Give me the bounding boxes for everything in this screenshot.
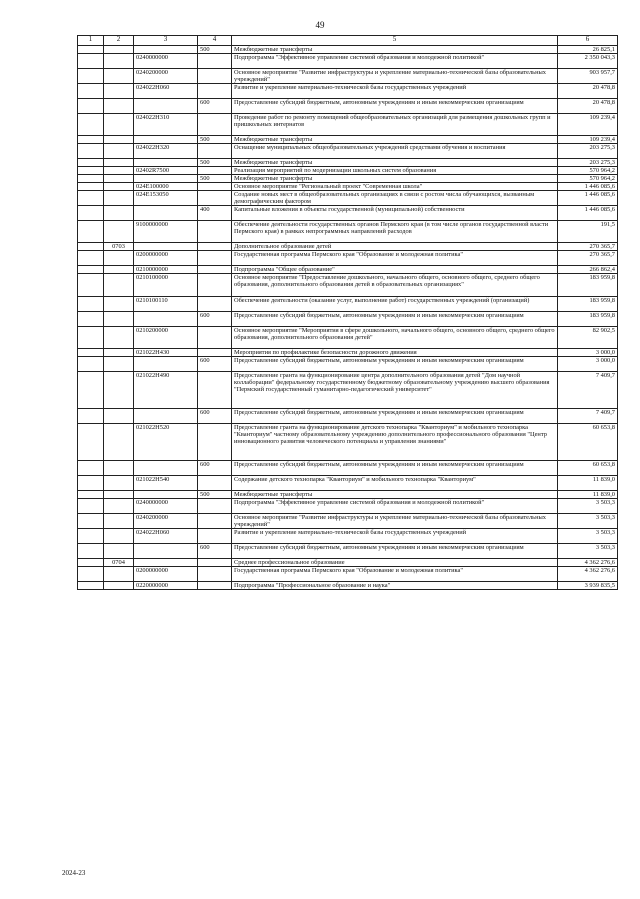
amount-cell: 3 503,3: [558, 499, 618, 514]
expense-type-cell: [198, 274, 232, 297]
table-row: [78, 144, 618, 159]
header-col-3: 3: [134, 36, 198, 46]
subsection-cell: [104, 357, 134, 372]
target-article-cell: [134, 544, 198, 559]
section-cell: [78, 582, 104, 590]
section-cell: [78, 327, 104, 349]
subsection-cell: [104, 175, 134, 183]
target-article-cell: 024022Н320: [134, 144, 198, 159]
expense-type-cell: 500: [198, 491, 232, 499]
table-row: [78, 514, 618, 529]
section-cell: [78, 514, 104, 529]
table-row: [78, 567, 618, 582]
amount-cell: 203 275,3: [558, 159, 618, 167]
expense-type-cell: 600: [198, 357, 232, 372]
expense-type-cell: [198, 183, 232, 191]
expense-type-cell: [198, 69, 232, 84]
target-article-cell: 021022Н540: [134, 476, 198, 491]
expense-type-cell: [198, 266, 232, 274]
target-article-cell: 024022Н310: [134, 114, 198, 136]
description-cell: Предоставление субсидий бюджетным, автономным учреждениям и иным некоммерческим организациям: [232, 99, 558, 114]
subsection-cell: [104, 476, 134, 491]
target-article-cell: [134, 46, 198, 54]
description-cell: Предоставление субсидий бюджетным, автономным учреждениям и иным некоммерческим организациям: [232, 312, 558, 327]
table-row: [78, 327, 618, 349]
table-row: [78, 221, 618, 243]
target-article-cell: [134, 159, 198, 167]
expense-type-cell: 500: [198, 136, 232, 144]
target-article-cell: [134, 99, 198, 114]
table-row: [78, 266, 618, 274]
target-article-cell: [134, 175, 198, 183]
expense-type-cell: [198, 243, 232, 251]
amount-cell: 3 939 835,5: [558, 582, 618, 590]
target-article-cell: 0210100000: [134, 274, 198, 297]
subsection-cell: [104, 54, 134, 69]
expense-type-cell: 500: [198, 46, 232, 54]
amount-cell: 3 000,0: [558, 357, 618, 372]
expense-type-cell: [198, 327, 232, 349]
target-article-cell: [134, 491, 198, 499]
amount-cell: 11 839,0: [558, 491, 618, 499]
description-cell: Содержание детского технопарка "Кванториум" и мобильного технопарка "Кванториум": [232, 476, 558, 491]
table-row: [78, 191, 618, 206]
description-cell: Межбюджетные трансферты: [232, 46, 558, 54]
expense-type-cell: 600: [198, 99, 232, 114]
table-row: [78, 69, 618, 84]
subsection-cell: [104, 424, 134, 461]
amount-cell: 270 365,7: [558, 243, 618, 251]
expense-type-cell: 600: [198, 312, 232, 327]
amount-cell: 3 000,0: [558, 349, 618, 357]
target-article-cell: [134, 357, 198, 372]
expense-type-cell: [198, 567, 232, 582]
amount-cell: 266 862,4: [558, 266, 618, 274]
amount-cell: 1 446 085,6: [558, 191, 618, 206]
header-col-4: 4: [198, 36, 232, 46]
description-cell: Подпрограмма "Общее образование": [232, 266, 558, 274]
table-row: [78, 349, 618, 357]
amount-cell: 570 964,2: [558, 175, 618, 183]
expense-type-cell: [198, 114, 232, 136]
description-cell: Подпрограмма "Эффективное управление системой образования и молодежной политикой": [232, 499, 558, 514]
target-article-cell: 024022Н060: [134, 84, 198, 99]
subsection-cell: [104, 499, 134, 514]
expense-type-cell: [198, 372, 232, 409]
target-article-cell: [134, 312, 198, 327]
amount-cell: 26 825,1: [558, 46, 618, 54]
section-cell: [78, 357, 104, 372]
amount-cell: 20 478,8: [558, 84, 618, 99]
amount-cell: 4 362 276,6: [558, 559, 618, 567]
amount-cell: 3 503,3: [558, 514, 618, 529]
table-row: [78, 167, 618, 175]
subsection-cell: [104, 114, 134, 136]
amount-cell: 7 409,7: [558, 372, 618, 409]
subsection-cell: [104, 349, 134, 357]
description-cell: Основное мероприятие "Развитие инфраструктуры и укрепление материально-технической базы образовательных учреждений": [232, 514, 558, 529]
target-article-cell: 9100000000: [134, 221, 198, 243]
description-cell: Предоставление субсидий бюджетным, автономным учреждениям и иным некоммерческим организациям: [232, 357, 558, 372]
header-col-5: 5: [232, 36, 558, 46]
table-row: [78, 582, 618, 590]
expense-type-cell: [198, 191, 232, 206]
table-row: [78, 114, 618, 136]
section-cell: [78, 243, 104, 251]
expense-type-cell: [198, 529, 232, 544]
amount-cell: 3 503,3: [558, 529, 618, 544]
subsection-cell: [104, 84, 134, 99]
amount-cell: 20 478,8: [558, 99, 618, 114]
section-cell: [78, 424, 104, 461]
expense-type-cell: 500: [198, 159, 232, 167]
subsection-cell: [104, 221, 134, 243]
section-cell: [78, 251, 104, 266]
subsection-cell: [104, 266, 134, 274]
description-cell: Проведение работ по ремонту помещений общеобразовательных организаций для размещения дошкольных групп и пришкольных интернатов: [232, 114, 558, 136]
target-article-cell: 0200000000: [134, 251, 198, 266]
section-cell: [78, 183, 104, 191]
target-article-cell: 021022Н430: [134, 349, 198, 357]
target-article-cell: 021022Н520: [134, 424, 198, 461]
description-cell: Создание новых мест в общеобразовательных организациях в связи с ростом числа обучающихся, вызванным демографическим фактором: [232, 191, 558, 206]
target-article-cell: 02402R7500: [134, 167, 198, 175]
subsection-cell: [104, 567, 134, 582]
amount-cell: 183 959,8: [558, 274, 618, 297]
amount-cell: 183 959,8: [558, 312, 618, 327]
target-article-cell: 0210000000: [134, 266, 198, 274]
target-article-cell: 0200000000: [134, 567, 198, 582]
table-row: [78, 99, 618, 114]
section-cell: [78, 499, 104, 514]
subsection-cell: [104, 461, 134, 476]
description-cell: Межбюджетные трансферты: [232, 159, 558, 167]
amount-cell: 4 362 276,6: [558, 567, 618, 582]
description-cell: Дополнительное образование детей: [232, 243, 558, 251]
description-cell: Предоставление субсидий бюджетным, автономным учреждениям и иным некоммерческим организациям: [232, 461, 558, 476]
description-cell: Основное мероприятие "Предоставление дошкольного, начального общего, основного общего, среднего общего образования, дополнительного образования детей в образовательных организациях": [232, 274, 558, 297]
description-cell: Межбюджетные трансферты: [232, 175, 558, 183]
subsection-cell: [104, 206, 134, 221]
section-cell: [78, 266, 104, 274]
section-cell: [78, 191, 104, 206]
page-number: 49: [315, 20, 325, 30]
table-row: [78, 544, 618, 559]
description-cell: Основное мероприятие "Развитие инфраструктуры и укрепление материально-технической базы образовательных учреждений": [232, 69, 558, 84]
table-row: [78, 243, 618, 251]
amount-cell: 82 902,5: [558, 327, 618, 349]
description-cell: Межбюджетные трансферты: [232, 136, 558, 144]
description-cell: Развитие и укрепление материально-технической базы государственных учреждений: [232, 529, 558, 544]
target-article-cell: 0240000000: [134, 54, 198, 69]
subsection-cell: [104, 491, 134, 499]
table-row: [78, 372, 618, 409]
target-article-cell: 024022Н060: [134, 529, 198, 544]
section-cell: [78, 136, 104, 144]
section-cell: [78, 461, 104, 476]
subsection-cell: [104, 372, 134, 409]
amount-cell: 7 409,7: [558, 409, 618, 424]
subsection-cell: [104, 136, 134, 144]
table-row: [78, 312, 618, 327]
header-row: [78, 36, 618, 46]
section-cell: [78, 69, 104, 84]
expense-type-cell: [198, 84, 232, 99]
description-cell: Предоставление гранта на функционирование детского технопарка "Кванториум" и мобильного технопарка "Кванториум" частному образовательному учреждению дополнительного профессионального образования "Центр инновационного развития человеческого потенциала и управления знаниями": [232, 424, 558, 461]
section-cell: [78, 46, 104, 54]
expense-type-cell: [198, 251, 232, 266]
section-cell: [78, 529, 104, 544]
target-article-cell: 0240000000: [134, 499, 198, 514]
subsection-cell: [104, 544, 134, 559]
amount-cell: 2 350 043,3: [558, 54, 618, 69]
section-cell: [78, 372, 104, 409]
table-row: [78, 159, 618, 167]
subsection-cell: [104, 183, 134, 191]
target-article-cell: 024Е100000: [134, 183, 198, 191]
expense-type-cell: [198, 559, 232, 567]
table-row: [78, 357, 618, 372]
subsection-cell: [104, 99, 134, 114]
amount-cell: 3 503,3: [558, 544, 618, 559]
subsection-cell: [104, 191, 134, 206]
subsection-cell: [104, 409, 134, 424]
target-article-cell: [134, 461, 198, 476]
target-article-cell: 021022Н490: [134, 372, 198, 409]
table-body: [78, 46, 618, 590]
target-article-cell: [134, 409, 198, 424]
budget-table: [77, 35, 618, 590]
amount-cell: 109 239,4: [558, 114, 618, 136]
subsection-cell: [104, 159, 134, 167]
table-row: [78, 84, 618, 99]
description-cell: Основное мероприятие "Мероприятия в сфере дошкольного, начального общего, основного общего, среднего общего образования, дополнительного образования детей": [232, 327, 558, 349]
expense-type-cell: 600: [198, 461, 232, 476]
description-cell: Основное мероприятие "Региональный проект "Современная школа": [232, 183, 558, 191]
subsection-cell: [104, 251, 134, 266]
amount-cell: 109 239,4: [558, 136, 618, 144]
target-article-cell: 0240200000: [134, 514, 198, 529]
amount-cell: 203 275,3: [558, 144, 618, 159]
section-cell: [78, 349, 104, 357]
header-col-1: 1: [78, 36, 104, 46]
table-row: [78, 175, 618, 183]
subsection-cell: [104, 69, 134, 84]
table-row: [78, 297, 618, 312]
header-col-2: 2: [104, 36, 134, 46]
table-row: [78, 409, 618, 424]
amount-cell: 1 446 085,6: [558, 183, 618, 191]
table-row: [78, 529, 618, 544]
amount-cell: 60 653,8: [558, 424, 618, 461]
expense-type-cell: [198, 514, 232, 529]
amount-cell: 60 653,8: [558, 461, 618, 476]
description-cell: Предоставление субсидий бюджетным, автономным учреждениям и иным некоммерческим организациям: [232, 409, 558, 424]
target-article-cell: 0240200000: [134, 69, 198, 84]
subsection-cell: 0703: [104, 243, 134, 251]
section-cell: [78, 491, 104, 499]
section-cell: [78, 84, 104, 99]
section-cell: [78, 175, 104, 183]
description-cell: Государственная программа Пермского края "Образование и молодежная политика": [232, 567, 558, 582]
header-col-6: 6: [558, 36, 618, 46]
amount-cell: 191,5: [558, 221, 618, 243]
description-cell: Обеспечение деятельности (оказание услуг, выполнение работ) государственных учреждений (организаций): [232, 297, 558, 312]
section-cell: [78, 221, 104, 243]
table-row: [78, 54, 618, 69]
target-article-cell: [134, 136, 198, 144]
description-cell: Реализация мероприятий по модернизации школьных систем образования: [232, 167, 558, 175]
table-row: [78, 491, 618, 499]
subsection-cell: [104, 46, 134, 54]
target-article-cell: 0210200000: [134, 327, 198, 349]
subsection-cell: [104, 582, 134, 590]
description-cell: Мероприятия по профилактике безопасности дорожного движения: [232, 349, 558, 357]
table-row: [78, 46, 618, 54]
target-article-cell: 0210100110: [134, 297, 198, 312]
expense-type-cell: [198, 424, 232, 461]
subsection-cell: [104, 514, 134, 529]
expense-type-cell: [198, 476, 232, 491]
target-article-cell: 0220000000: [134, 582, 198, 590]
table-row: [78, 183, 618, 191]
table-row: [78, 424, 618, 461]
expense-type-cell: 600: [198, 544, 232, 559]
section-cell: [78, 159, 104, 167]
description-cell: Среднее профессиональное образование: [232, 559, 558, 567]
subsection-cell: [104, 274, 134, 297]
section-cell: [78, 99, 104, 114]
amount-cell: 270 365,7: [558, 251, 618, 266]
description-cell: Оснащение муниципальных общеобразовательных учреждений средствами обучения и воспитания: [232, 144, 558, 159]
table-row: [78, 206, 618, 221]
target-article-cell: 024Е153050: [134, 191, 198, 206]
description-cell: Подпрограмма "Эффективное управление системой образования и молодежной политикой": [232, 54, 558, 69]
table-row: [78, 461, 618, 476]
table-row: [78, 476, 618, 491]
section-cell: [78, 144, 104, 159]
subsection-cell: [104, 529, 134, 544]
subsection-cell: 0704: [104, 559, 134, 567]
section-cell: [78, 274, 104, 297]
description-cell: Предоставление гранта на функционирование центра дополнительного образования детей "Дом научной коллаборации" федеральному государственному бюджетному образовательному учреждению высшего образования "Пермский государственный гуманитарно-педагогический университет": [232, 372, 558, 409]
section-cell: [78, 114, 104, 136]
section-cell: [78, 544, 104, 559]
expense-type-cell: [198, 144, 232, 159]
section-cell: [78, 54, 104, 69]
target-article-cell: [134, 559, 198, 567]
amount-cell: 183 959,8: [558, 297, 618, 312]
amount-cell: 11 839,0: [558, 476, 618, 491]
description-cell: Обеспечение деятельности государственных органов Пермского края (в том числе органов государственной власти Пермского края) в рамках непрограммных направлений расходов: [232, 221, 558, 243]
target-article-cell: [134, 243, 198, 251]
subsection-cell: [104, 144, 134, 159]
expense-type-cell: 600: [198, 409, 232, 424]
section-cell: [78, 297, 104, 312]
description-cell: Государственная программа Пермского края "Образование и молодежная политика": [232, 251, 558, 266]
description-cell: Подпрограмма "Профессиональное образование и наука": [232, 582, 558, 590]
expense-type-cell: [198, 582, 232, 590]
subsection-cell: [104, 297, 134, 312]
amount-cell: 1 446 085,6: [558, 206, 618, 221]
expense-type-cell: [198, 54, 232, 69]
expense-type-cell: 400: [198, 206, 232, 221]
section-cell: [78, 559, 104, 567]
table-row: [78, 499, 618, 514]
section-cell: [78, 167, 104, 175]
expense-type-cell: [198, 499, 232, 514]
subsection-cell: [104, 312, 134, 327]
target-article-cell: [134, 206, 198, 221]
expense-type-cell: [198, 349, 232, 357]
description-cell: Капитальные вложения в объекты государственной (муниципальной) собственности: [232, 206, 558, 221]
section-cell: [78, 206, 104, 221]
description-cell: Межбюджетные трансферты: [232, 491, 558, 499]
section-cell: [78, 312, 104, 327]
subsection-cell: [104, 167, 134, 175]
table-row: [78, 559, 618, 567]
amount-cell: 570 964,2: [558, 167, 618, 175]
expense-type-cell: [198, 221, 232, 243]
description-cell: Развитие и укрепление материально-технической базы государственных учреждений: [232, 84, 558, 99]
amount-cell: 903 957,7: [558, 69, 618, 84]
table-row: [78, 136, 618, 144]
expense-type-cell: [198, 167, 232, 175]
subsection-cell: [104, 327, 134, 349]
expense-type-cell: [198, 297, 232, 312]
table-row: [78, 274, 618, 297]
table-row: [78, 251, 618, 266]
document-code: 2024-23: [62, 869, 86, 877]
section-cell: [78, 567, 104, 582]
section-cell: [78, 476, 104, 491]
description-cell: Предоставление субсидий бюджетным, автономным учреждениям и иным некоммерческим организациям: [232, 544, 558, 559]
section-cell: [78, 409, 104, 424]
expense-type-cell: 500: [198, 175, 232, 183]
